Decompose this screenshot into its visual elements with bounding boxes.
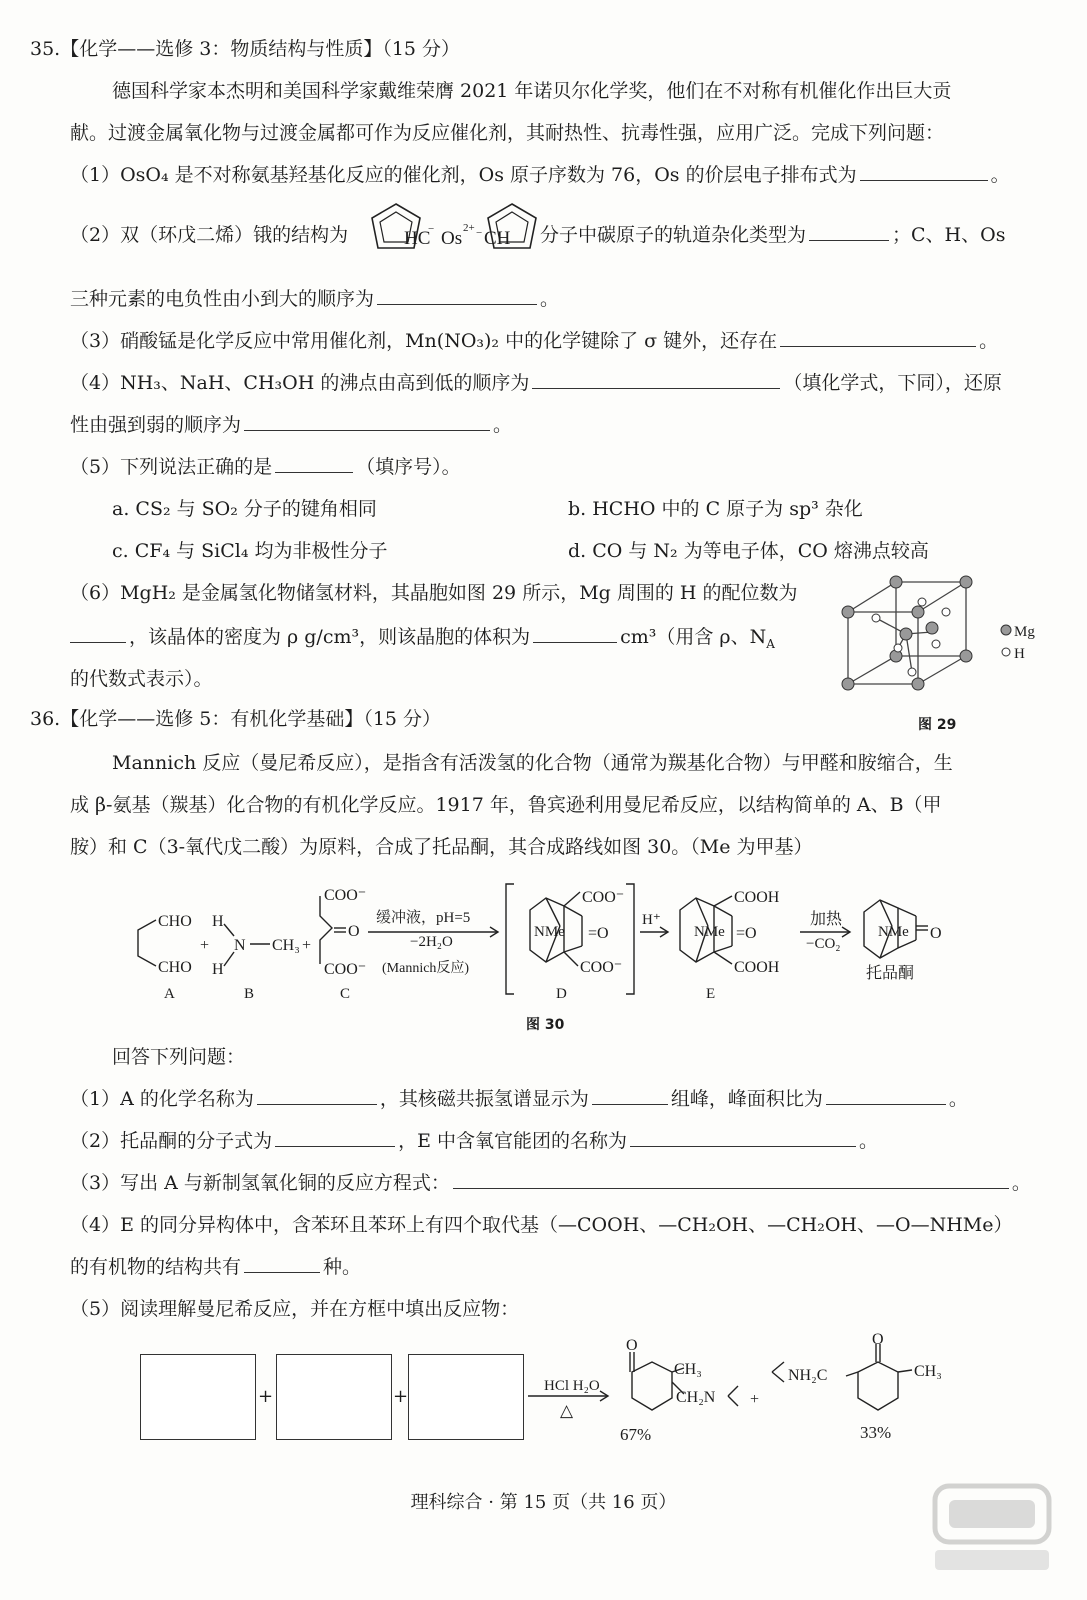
q36-part5: （5）阅读理解曼尼希反应，并在方框中填出反应物：: [70, 1298, 520, 1320]
scheme-e-nme: NMe: [694, 924, 725, 940]
q35-part4-text: （4）NH₃、NaH、CH₃OH 的沸点由高到低的顺序为: [70, 372, 530, 394]
scheme-condition-buffer: 缓冲液，pH=5: [376, 910, 471, 926]
q35-part2-text: （2）双（环戊二烯）锇的结构为: [70, 224, 349, 246]
reactant-box-2[interactable]: [276, 1354, 392, 1440]
scheme-plus-1: +: [200, 937, 210, 954]
answer-blank[interactable]: [244, 412, 490, 431]
struct-hc: HC: [404, 228, 431, 249]
scheme-label-e: E: [706, 986, 716, 1002]
scheme-d-coo-top: COO⁻: [582, 889, 625, 906]
osmocene-structure: [366, 198, 542, 274]
answer-blank[interactable]: [780, 328, 976, 347]
q35-part1-text: （1）OsO₄ 是不对称氨基羟基化反应的催化剂，Os 原子序数为 76，Os 的价层电子排布式为: [70, 164, 857, 186]
reactant-box-1[interactable]: [140, 1354, 256, 1440]
q35-part5: [70, 454, 461, 480]
q36-part1-ratio: 组峰，峰面积比为: [670, 1088, 823, 1110]
mg-legend-icon: [1001, 625, 1011, 635]
reactant-box-3[interactable]: [408, 1354, 524, 1440]
q35-part3-text: （3）硝酸锰是化学反应中常用催化剂，Mn(NO₃)₂ 中的化学键除了 σ 键外，还存在: [70, 330, 778, 352]
q35-part3: [70, 328, 998, 354]
scheme-c-coo-top: COO⁻: [324, 887, 367, 904]
answer-blank[interactable]: [275, 1128, 395, 1147]
scheme-c-o: O: [348, 923, 360, 940]
answer-blank[interactable]: [453, 1170, 1009, 1189]
answer-blank[interactable]: [533, 624, 617, 643]
q36-part3: [70, 1170, 1031, 1196]
q36-part2: [70, 1128, 878, 1154]
rxn5-product1-ch2n: CH₂N: [676, 1389, 716, 1406]
scheme-b-ch3: CH₃: [272, 937, 300, 954]
scheme-condition-water: −2H₂O: [410, 934, 453, 950]
scheme-a-cho-bottom: CHO: [158, 959, 192, 976]
q35-option-d: d. CO 与 N₂ 为等电子体，CO 熔沸点较高: [568, 540, 929, 562]
rxn5-condition-top: HCl H₂O: [544, 1378, 600, 1394]
q36-ask: 回答下列问题：: [112, 1046, 246, 1068]
struct-hc-charge: −: [428, 223, 435, 235]
scheme-d-o: =O: [588, 925, 609, 942]
period: 。: [493, 414, 513, 436]
answer-blank[interactable]: [532, 370, 780, 389]
q35-part2-line2: [70, 286, 559, 312]
q35-intro-line1: 德国科学家本杰明和美国科学家戴维荣膺 2021 年诺贝尔化学奖，他们在不对称有机催化作出巨大贡: [112, 80, 952, 102]
rxn5-product2-ch3: CH₃: [914, 1363, 942, 1380]
rxn5-yield-67: 67%: [620, 1425, 652, 1444]
plus-sign: +: [258, 1386, 274, 1407]
struct-ch: CH: [484, 228, 511, 249]
q35-part4-line2: [70, 412, 512, 438]
scheme-tropinone-nme: NMe: [878, 924, 909, 940]
period: 。: [948, 1088, 968, 1110]
answer-blank[interactable]: [826, 1086, 946, 1105]
period: 。: [540, 288, 560, 310]
q35-option-c: c. CF₄ 与 SiCl₄ 均为非极性分子: [112, 540, 388, 562]
period: 。: [1011, 1172, 1031, 1194]
scheme-label-c: C: [340, 986, 351, 1002]
watermark-logo-icon: [927, 1478, 1057, 1578]
q35-part6-density: ，该晶体的密度为 ρ g/cm³，则该晶胞的体积为: [129, 626, 531, 648]
rxn5-yield-33: 33%: [860, 1423, 892, 1442]
q36-part4-line2: [70, 1254, 361, 1280]
scheme-plus-2: +: [302, 937, 312, 954]
scheme-label-b: B: [244, 986, 255, 1002]
q35-heading: 35.【化学——选修 3：物质结构与性质】（15 分）: [30, 38, 461, 60]
answer-blank[interactable]: [244, 1254, 320, 1273]
q35-part2-cont: [540, 222, 1005, 248]
q35-part6-line3: 的代数式表示）。: [70, 668, 213, 690]
scheme-label-a: A: [164, 986, 175, 1002]
rxn5-product2-o: O: [872, 1332, 884, 1348]
mannich-product-scheme: [528, 1332, 968, 1452]
period: 。: [990, 164, 1010, 186]
struct-os: Os: [441, 228, 463, 249]
q35-part2-hybrid: 分子中碳原子的轨道杂化类型为: [540, 224, 807, 246]
answer-blank[interactable]: [257, 1086, 377, 1105]
scheme-e-cooh-bottom: COOH: [734, 959, 780, 976]
page-footer: 理科综合 · 第 15 页（共 16 页）: [410, 1492, 677, 1513]
h-legend-icon: [1002, 648, 1010, 656]
q36-part1: [70, 1086, 968, 1112]
period: 。: [859, 1130, 879, 1152]
scheme-c-coo-bottom: COO⁻: [324, 961, 367, 978]
struct-os-charge: 2+: [463, 222, 475, 234]
plus-sign: +: [393, 1386, 409, 1407]
rxn5-plus: +: [750, 1391, 760, 1408]
scheme-label-d: D: [556, 986, 567, 1002]
answer-blank[interactable]: [377, 286, 537, 305]
scheme-b-h-bottom: H: [212, 961, 224, 978]
q35-part6-line2: [70, 624, 775, 650]
figure-29-caption: 图 29: [918, 717, 957, 733]
scheme-e-o: =O: [736, 925, 757, 942]
q35-part6-unit: cm³（用含 ρ、N: [620, 626, 767, 648]
answer-blank[interactable]: [630, 1128, 856, 1147]
q35-part5-text: （5）下列说法正确的是: [70, 456, 273, 478]
rxn5-condition-heat: △: [560, 1401, 574, 1420]
answer-blank[interactable]: [70, 624, 126, 643]
q36-part2-group: ，E 中含氧官能团的名称为: [398, 1130, 628, 1152]
scheme-heat: 加热: [810, 911, 843, 928]
synthesis-route-figure: [120, 876, 960, 1006]
q35-part4: [70, 370, 1002, 396]
struct-ch-charge: −: [476, 227, 483, 239]
scheme-condition-mannich: (Mannich反应): [382, 961, 470, 976]
answer-blank[interactable]: [592, 1086, 668, 1105]
q36-intro-line3: 胺）和 C（3-氧代戊二酸）为原料，合成了托品酮，其合成路线如图 30。（Me 为甲基）: [70, 836, 813, 858]
q36-part4-unit: 种。: [323, 1256, 362, 1278]
rxn5-product1-ch3: CH₃: [674, 1361, 702, 1378]
q35-part6-unit-sub: A: [766, 636, 775, 651]
scheme-d-coo-bottom: COO⁻: [580, 959, 623, 976]
q35-part1: [70, 162, 1010, 188]
q35-part6: （6）MgH₂ 是金属氢化物储氢材料，其晶胞如图 29 所示，Mg 周围的 H 的配位数为: [70, 582, 798, 604]
legend-h: H: [1014, 646, 1025, 662]
q35-option-b: b. HCHO 中的 C 原子为 sp³ 杂化: [568, 498, 863, 520]
q35-part4-reducing: 性由强到弱的顺序为: [70, 414, 242, 436]
mgh2-unit-cell-figure: [836, 572, 1046, 704]
answer-blank[interactable]: [860, 162, 988, 181]
q36-intro-line2: 成 β-氨基（羰基）化合物的有机化学反应。1917 年，鲁宾逊利用曼尼希反应，以结构简单的 A、B（甲: [70, 794, 942, 816]
q36-part4-count: 的有机物的结构共有: [70, 1256, 242, 1278]
q36-part2-formula: （2）托品酮的分子式为: [70, 1130, 273, 1152]
scheme-b-h-top: H: [212, 913, 224, 930]
scheme-tropinone-o: O: [930, 925, 942, 942]
scheme-minus-co2: −CO₂: [806, 936, 841, 952]
scheme-d-nme: NMe: [534, 924, 565, 940]
scheme-e-cooh-top: COOH: [734, 889, 780, 906]
q35-option-a: a. CS₂ 与 SO₂ 分子的键角相同: [112, 498, 377, 520]
q36-part3-text: （3）写出 A 与新制氢氧化铜的反应方程式：: [70, 1172, 450, 1194]
scheme-hplus: H⁺: [642, 912, 661, 928]
q36-part1-name: （1）A 的化学名称为: [70, 1088, 254, 1110]
answer-blank[interactable]: [809, 222, 889, 241]
figure-30-caption: 图 30: [526, 1017, 565, 1033]
q36-part4: （4）E 的同分异构体中，含苯环且苯环上有四个取代基（—COOH、—CH₂OH、—CH₂OH、—O—NHMe）: [70, 1214, 1013, 1236]
answer-blank[interactable]: [275, 454, 353, 473]
q35-intro-line2: 献。过渡金属氧化物与过渡金属都可作为反应催化剂，其耐热性、抗毒性强，应用广泛。完成下列问题：: [70, 122, 945, 144]
legend-mg: Mg: [1014, 624, 1035, 640]
q35-part2-electroneg: 三种元素的电负性由小到大的顺序为: [70, 288, 375, 310]
q36-part1-nmr: ，其核磁共振氢谱显示为: [379, 1088, 589, 1110]
q35-part2-elements: ；C、H、Os: [892, 224, 1006, 246]
q35-part4-cont: （填化学式，下同），还原: [783, 372, 1002, 394]
scheme-a-cho-top: CHO: [158, 913, 192, 930]
period: 。: [979, 330, 999, 352]
scheme-b-n: N: [234, 937, 246, 954]
rxn5-product1-o: O: [626, 1337, 638, 1354]
rxn5-product2-nh2c: NH₂C: [788, 1367, 828, 1384]
q36-intro-line1: Mannich 反应（曼尼希反应），是指含有活泼氢的化合物（通常为羰基化合物）与甲醛和胺缩合，生: [112, 752, 953, 774]
scheme-tropinone-label: 托品酮: [866, 965, 915, 982]
q35-part5-hint: （填序号）。: [356, 456, 461, 478]
q36-heading: 36.【化学——选修 5：有机化学基础】（15 分）: [30, 708, 442, 730]
